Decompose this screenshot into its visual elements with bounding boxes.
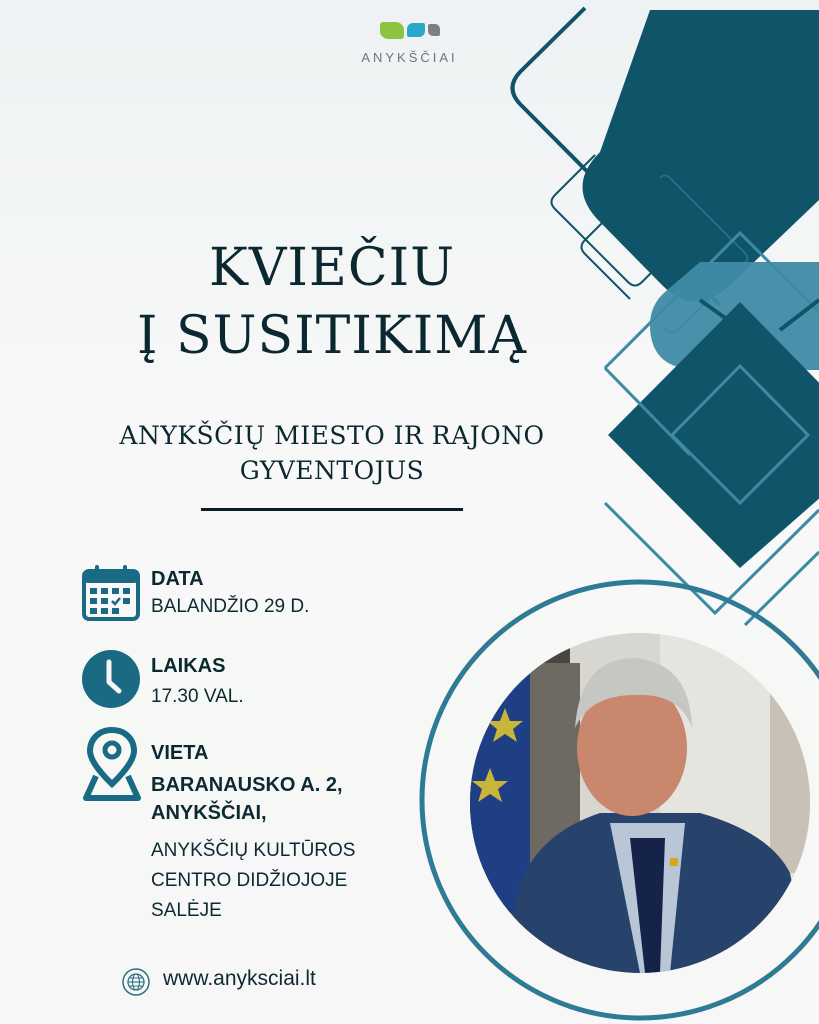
date-label: DATA: [151, 568, 204, 590]
headline-line-2: Į SUSITIKIMĄ: [136, 306, 528, 366]
place-venue-line-1: ANYKŠČIŲ KULTŪROS: [151, 840, 356, 861]
place-venue-line-2: CENTRO DIDŽIOJOJE: [151, 870, 348, 891]
logo-text: ANYKŠČIAI: [361, 49, 458, 65]
subheadline-line-2: GYVENTOJUS: [239, 456, 425, 485]
place-address-line-2: ANYKŠČIAI,: [151, 802, 267, 824]
date-value: BALANDŽIO 29 D.: [151, 596, 310, 617]
place-label: VIETA: [151, 742, 209, 764]
logo-mark-icon: [380, 20, 440, 40]
place-venue-line-3: SALĖJE: [151, 900, 222, 921]
globe-icon: [121, 967, 151, 997]
brand-logo: [0, 20, 819, 65]
subheadline-line-1: ANYKŠČIŲ MIESTO IR RAJONO: [119, 421, 545, 450]
website-link[interactable]: www.anyksciai.lt: [163, 967, 316, 990]
time-value: 17.30 VAL.: [151, 686, 244, 707]
place-venue: [151, 836, 355, 926]
place-address: [151, 771, 343, 827]
subheadline: [0, 418, 664, 488]
time-label: LAIKAS: [151, 655, 226, 677]
divider: [201, 508, 463, 511]
headline-line-1: KVIEČIU: [208, 238, 456, 298]
calendar-icon: [82, 563, 140, 621]
portrait-photo: [470, 633, 810, 973]
clock-icon: [82, 650, 140, 708]
map-pin-icon: [82, 726, 142, 802]
place-address-line-1: BARANAUSKO A. 2,: [151, 774, 343, 796]
